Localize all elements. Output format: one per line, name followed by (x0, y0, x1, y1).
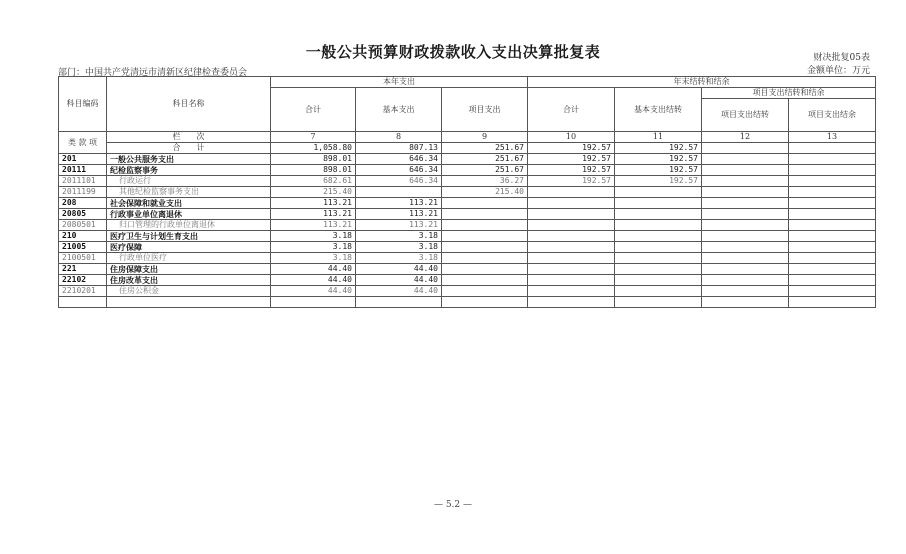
amount-cell (615, 242, 702, 253)
amount-cell (528, 220, 615, 231)
table-row (59, 187, 876, 198)
subject-name-cell: 医疗保障 (107, 242, 271, 253)
subject-name-cell: 社会保障和就业支出 (107, 198, 271, 209)
amount-cell (528, 209, 615, 220)
amount-cell (702, 275, 789, 286)
amount-cell (442, 253, 528, 264)
amount-cell: 3.18 (356, 253, 442, 264)
subject-name-cell: 住房保障支出 (107, 264, 271, 275)
header-basic-carry: 基本支出结转 (615, 88, 702, 132)
amount-cell: 3.18 (271, 253, 356, 264)
amount-cell (442, 209, 528, 220)
amount-cell: 682.61 (271, 176, 356, 187)
subject-name-cell: 纪检监察事务 (107, 165, 271, 176)
empty-cell (271, 297, 356, 308)
amount-cell: 113.21 (271, 198, 356, 209)
amount-cell (356, 187, 442, 198)
total-cell: 192.57 (615, 143, 702, 154)
amount-cell (528, 198, 615, 209)
subject-name-cell: 行政单位医疗 (107, 253, 271, 264)
amount-cell: 898.01 (271, 165, 356, 176)
amount-cell (789, 242, 876, 253)
col-number: 11 (615, 132, 702, 143)
subject-name-cell: 一般公共服务支出 (107, 154, 271, 165)
subject-name-cell: 医疗卫生与计划生育支出 (107, 231, 271, 242)
amount-cell: 113.21 (356, 209, 442, 220)
table-row (59, 176, 876, 187)
empty-cell (615, 297, 702, 308)
amount-cell: 44.40 (356, 275, 442, 286)
empty-cell (356, 297, 442, 308)
subject-code-cell: 2100501 (59, 253, 107, 264)
amount-cell: 192.57 (615, 176, 702, 187)
amount-cell (702, 286, 789, 297)
amount-cell: 113.21 (271, 220, 356, 231)
table-row (59, 275, 876, 286)
subject-name-cell: 行政事业单位离退休 (107, 209, 271, 220)
header-project-carry: 项目支出结转 (702, 99, 789, 132)
amount-cell (528, 286, 615, 297)
amount-cell (702, 176, 789, 187)
amount-cell (702, 154, 789, 165)
amount-cell: 36.27 (442, 176, 528, 187)
subject-code-cell: 2011199 (59, 187, 107, 198)
amount-cell (702, 187, 789, 198)
table-row (59, 198, 876, 209)
total-cell (789, 143, 876, 154)
amount-cell: 898.01 (271, 154, 356, 165)
amount-cell (442, 231, 528, 242)
amount-cell (615, 286, 702, 297)
amount-unit-label: 金额单位：万元 (806, 66, 870, 76)
header-current-year-group: 本年支出 (271, 77, 528, 88)
table-row (59, 264, 876, 275)
amount-cell: 192.57 (615, 154, 702, 165)
amount-cell: 113.21 (356, 198, 442, 209)
amount-cell: 44.40 (356, 286, 442, 297)
col-number: 8 (356, 132, 442, 143)
empty-cell (107, 297, 271, 308)
subject-name-cell: 归口管理的行政单位离退休 (107, 220, 271, 231)
subject-code-cell: 221 (59, 264, 107, 275)
table-row (59, 231, 876, 242)
amount-cell (789, 231, 876, 242)
table-row (59, 209, 876, 220)
table-row (59, 165, 876, 176)
amount-cell (442, 220, 528, 231)
col-number: 7 (271, 132, 356, 143)
table-row (59, 220, 876, 231)
amount-cell (442, 264, 528, 275)
header-project-surplus: 项目支出结余 (789, 99, 876, 132)
header-year-end-group: 年末结转和结余 (528, 77, 876, 88)
amount-cell (702, 253, 789, 264)
col-number: 13 (789, 132, 876, 143)
subject-code-cell: 20805 (59, 209, 107, 220)
subject-code-cell: 20111 (59, 165, 107, 176)
amount-cell (789, 165, 876, 176)
total-cell: 1,058.80 (271, 143, 356, 154)
appropriation-table (58, 76, 876, 308)
col-number: 12 (702, 132, 789, 143)
amount-cell (442, 275, 528, 286)
amount-cell: 646.34 (356, 176, 442, 187)
amount-cell (789, 253, 876, 264)
amount-cell: 215.40 (271, 187, 356, 198)
header-code-parts: 类 款 项 (59, 132, 107, 154)
table-row (59, 154, 876, 165)
form-number: 财决批复05表 (813, 53, 870, 63)
amount-cell: 251.67 (442, 154, 528, 165)
amount-cell (702, 231, 789, 242)
col-number: 9 (442, 132, 528, 143)
subject-code-cell: 208 (59, 198, 107, 209)
amount-cell: 192.57 (528, 176, 615, 187)
total-label: 合 计 (107, 143, 271, 154)
amount-cell (615, 264, 702, 275)
empty-cell (702, 297, 789, 308)
amount-cell: 44.40 (271, 286, 356, 297)
amount-cell (702, 220, 789, 231)
amount-cell (702, 165, 789, 176)
amount-cell: 646.34 (356, 154, 442, 165)
amount-cell (615, 275, 702, 286)
subject-code-cell: 22102 (59, 275, 107, 286)
subject-code-cell: 210 (59, 231, 107, 242)
amount-cell (615, 198, 702, 209)
amount-cell (528, 242, 615, 253)
empty-row (59, 297, 876, 308)
amount-cell: 113.21 (356, 220, 442, 231)
header-project-group: 项目支出结转和结余 (702, 88, 876, 99)
amount-cell (615, 220, 702, 231)
amount-cell (789, 209, 876, 220)
amount-cell (528, 264, 615, 275)
subject-code-cell: 2080501 (59, 220, 107, 231)
total-cell (702, 143, 789, 154)
amount-cell: 113.21 (271, 209, 356, 220)
subject-name-cell: 住房公积金 (107, 286, 271, 297)
header-year-end-total: 合计 (528, 88, 615, 132)
amount-cell (789, 286, 876, 297)
table-row (59, 286, 876, 297)
amount-cell (528, 231, 615, 242)
subject-code-cell: 21005 (59, 242, 107, 253)
empty-cell (59, 297, 107, 308)
amount-cell (789, 275, 876, 286)
department-label: 部门：中国共产党清远市清新区纪律检查委员会 (58, 68, 248, 78)
amount-cell (615, 231, 702, 242)
amount-cell: 3.18 (356, 242, 442, 253)
amount-cell (442, 286, 528, 297)
amount-cell (442, 242, 528, 253)
amount-cell: 215.40 (442, 187, 528, 198)
amount-cell (528, 275, 615, 286)
amount-cell: 44.40 (271, 275, 356, 286)
amount-cell (528, 187, 615, 198)
page-title: 一般公共预算财政拨款收入支出决算批复表 (305, 43, 601, 61)
empty-cell (528, 297, 615, 308)
table-row (59, 242, 876, 253)
empty-cell (442, 297, 528, 308)
col-number: 10 (528, 132, 615, 143)
header-project: 项目支出 (442, 88, 528, 132)
amount-cell (615, 187, 702, 198)
amount-cell (789, 154, 876, 165)
total-cell: 807.13 (356, 143, 442, 154)
amount-cell (615, 253, 702, 264)
header-basic: 基本支出 (356, 88, 442, 132)
amount-cell (789, 264, 876, 275)
amount-cell (615, 209, 702, 220)
header-subject-name: 科目名称 (107, 77, 271, 132)
amount-cell: 192.57 (615, 165, 702, 176)
amount-cell: 192.57 (528, 165, 615, 176)
subject-code-cell: 201 (59, 154, 107, 165)
amount-cell (702, 209, 789, 220)
empty-cell (789, 297, 876, 308)
amount-cell (789, 176, 876, 187)
amount-cell: 44.40 (271, 264, 356, 275)
amount-cell (528, 253, 615, 264)
subject-name-cell: 其他纪检监察事务支出 (107, 187, 271, 198)
subject-name-cell: 住房改革支出 (107, 275, 271, 286)
amount-cell (702, 264, 789, 275)
amount-cell: 192.57 (528, 154, 615, 165)
amount-cell: 3.18 (271, 231, 356, 242)
total-cell: 192.57 (528, 143, 615, 154)
amount-cell: 3.18 (356, 231, 442, 242)
amount-cell: 44.40 (356, 264, 442, 275)
amount-cell: 646.34 (356, 165, 442, 176)
amount-cell (702, 198, 789, 209)
total-cell: 251.67 (442, 143, 528, 154)
total-row (59, 143, 876, 154)
amount-cell (789, 198, 876, 209)
amount-cell (789, 220, 876, 231)
header-subject-code: 科目编码 (59, 77, 107, 132)
amount-cell: 3.18 (271, 242, 356, 253)
amount-cell (442, 198, 528, 209)
header-total: 合计 (271, 88, 356, 132)
amount-cell: 251.67 (442, 165, 528, 176)
subject-code-cell: 2210201 (59, 286, 107, 297)
page-number: — 5.2 — (433, 500, 473, 510)
subject-name-cell: 行政运行 (107, 176, 271, 187)
amount-cell (789, 187, 876, 198)
amount-cell (702, 242, 789, 253)
table-row (59, 253, 876, 264)
subject-code-cell: 2011101 (59, 176, 107, 187)
header-column-index: 栏 次 (107, 132, 271, 143)
